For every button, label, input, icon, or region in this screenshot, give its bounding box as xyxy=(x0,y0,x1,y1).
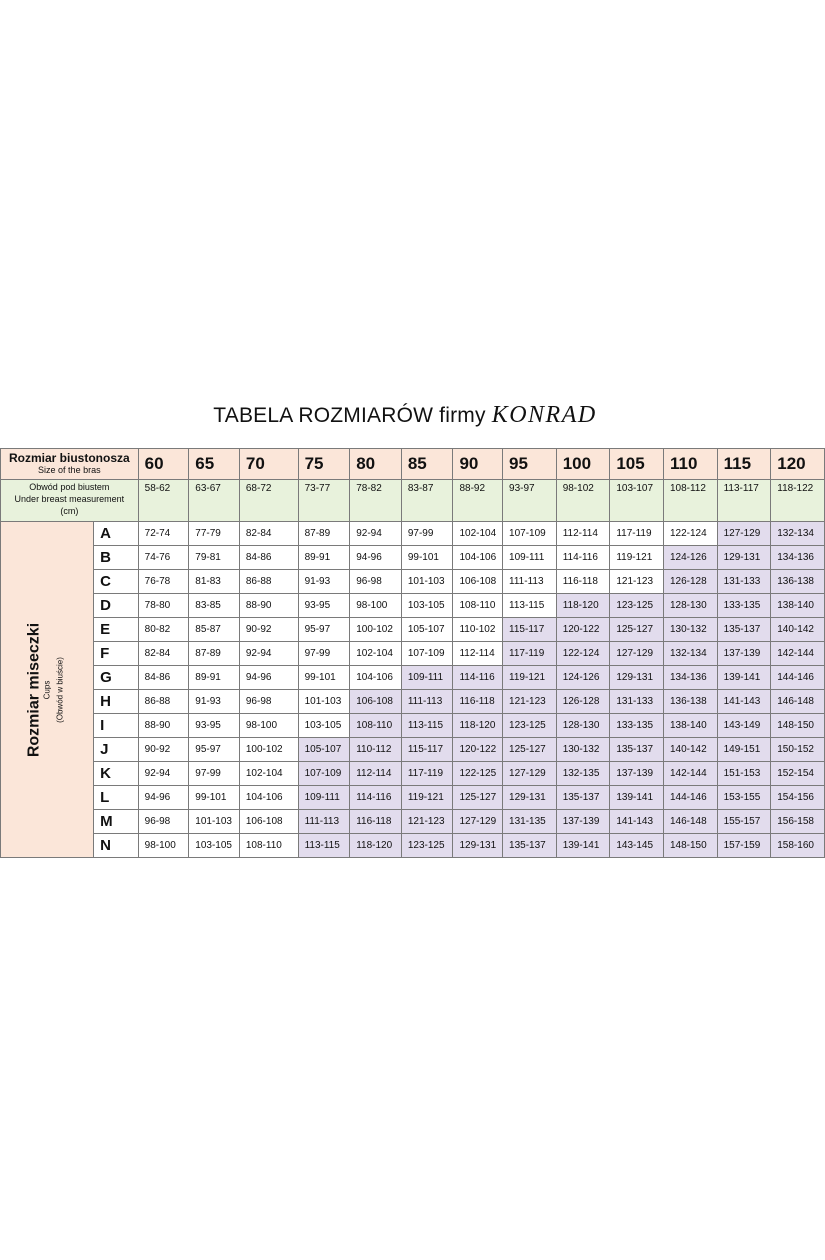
measurement-cell: 93-95 xyxy=(298,594,350,618)
measurement-cell: 146-148 xyxy=(771,690,825,714)
measurement-cell: 141-143 xyxy=(610,810,664,834)
measurement-cell: 143-149 xyxy=(717,714,771,738)
measurement-cell: 132-135 xyxy=(556,762,610,786)
measurement-cell: 114-116 xyxy=(350,786,402,810)
measurement-cell: 139-141 xyxy=(717,666,771,690)
cup-letter: G xyxy=(94,666,139,690)
cup-row xyxy=(1,762,825,786)
size-table xyxy=(0,448,825,858)
measurement-cell: 135-137 xyxy=(556,786,610,810)
measurement-cell: 115-117 xyxy=(503,618,557,642)
measurement-cell: 111-113 xyxy=(503,570,557,594)
measurement-cell: 153-155 xyxy=(717,786,771,810)
bra-size-cell: 75 xyxy=(298,449,350,480)
cup-row xyxy=(1,810,825,834)
measurement-cell: 144-146 xyxy=(771,666,825,690)
measurement-cell: 135-137 xyxy=(717,618,771,642)
measurement-cell: 85-87 xyxy=(189,618,240,642)
cup-letter: E xyxy=(94,618,139,642)
cup-letter: K xyxy=(94,762,139,786)
measurement-cell: 95-97 xyxy=(189,738,240,762)
measurement-cell: 125-127 xyxy=(503,738,557,762)
measurement-cell: 80-82 xyxy=(138,618,189,642)
measurement-cell: 106-108 xyxy=(239,810,298,834)
measurement-cell: 82-84 xyxy=(138,642,189,666)
measurement-cell: 113-115 xyxy=(401,714,453,738)
bra-size-cell: 100 xyxy=(556,449,610,480)
measurement-cell: 124-126 xyxy=(663,546,717,570)
measurement-cell: 109-111 xyxy=(298,786,350,810)
bra-size-cell: 120 xyxy=(771,449,825,480)
measurement-cell: 117-119 xyxy=(610,522,664,546)
measurement-cell: 109-111 xyxy=(503,546,557,570)
measurement-cell: 103-105 xyxy=(401,594,453,618)
under-breast-cell: 68-72 xyxy=(239,480,298,522)
measurement-cell: 95-97 xyxy=(298,618,350,642)
measurement-cell: 98-100 xyxy=(350,594,402,618)
measurement-cell: 105-107 xyxy=(298,738,350,762)
cup-row xyxy=(1,666,825,690)
measurement-cell: 91-93 xyxy=(298,570,350,594)
measurement-cell: 104-106 xyxy=(239,786,298,810)
under-breast-row xyxy=(1,480,825,522)
measurement-cell: 135-137 xyxy=(503,834,557,858)
measurement-cell: 125-127 xyxy=(610,618,664,642)
measurement-cell: 100-102 xyxy=(239,738,298,762)
bra-size-cell: 90 xyxy=(453,449,503,480)
under-breast-cell: 113-117 xyxy=(717,480,771,522)
under-breast-cell: 63-67 xyxy=(189,480,240,522)
measurement-cell: 94-96 xyxy=(239,666,298,690)
cup-letter: C xyxy=(94,570,139,594)
measurement-cell: 126-128 xyxy=(663,570,717,594)
measurement-cell: 93-95 xyxy=(189,714,240,738)
measurement-cell: 106-108 xyxy=(350,690,402,714)
bra-size-cell: 65 xyxy=(189,449,240,480)
measurement-cell: 121-123 xyxy=(503,690,557,714)
measurement-cell: 131-133 xyxy=(717,570,771,594)
measurement-cell: 102-104 xyxy=(453,522,503,546)
measurement-cell: 133-135 xyxy=(610,714,664,738)
cup-row xyxy=(1,522,825,546)
bra-size-label-cell xyxy=(1,449,139,480)
measurement-cell: 78-80 xyxy=(138,594,189,618)
measurement-cell: 139-141 xyxy=(556,834,610,858)
measurement-cell: 74-76 xyxy=(138,546,189,570)
measurement-cell: 144-146 xyxy=(663,786,717,810)
measurement-cell: 89-91 xyxy=(189,666,240,690)
measurement-cell: 154-156 xyxy=(771,786,825,810)
cup-row xyxy=(1,570,825,594)
measurement-cell: 114-116 xyxy=(556,546,610,570)
measurement-cell: 97-99 xyxy=(401,522,453,546)
measurement-cell: 140-142 xyxy=(771,618,825,642)
measurement-cell: 104-106 xyxy=(350,666,402,690)
measurement-cell: 109-111 xyxy=(401,666,453,690)
under-breast-cell: 78-82 xyxy=(350,480,402,522)
measurement-cell: 137-139 xyxy=(610,762,664,786)
measurement-cell: 120-122 xyxy=(453,738,503,762)
measurement-cell: 81-83 xyxy=(189,570,240,594)
measurement-cell: 130-132 xyxy=(556,738,610,762)
under-breast-cell: 103-107 xyxy=(610,480,664,522)
measurement-cell: 112-114 xyxy=(350,762,402,786)
cup-letter: N xyxy=(94,834,139,858)
measurement-cell: 96-98 xyxy=(350,570,402,594)
measurement-cell: 104-106 xyxy=(453,546,503,570)
measurement-cell: 105-107 xyxy=(401,618,453,642)
measurement-cell: 129-131 xyxy=(717,546,771,570)
measurement-cell: 137-139 xyxy=(717,642,771,666)
measurement-cell: 83-85 xyxy=(189,594,240,618)
measurement-cell: 156-158 xyxy=(771,810,825,834)
measurement-cell: 138-140 xyxy=(663,714,717,738)
measurement-cell: 113-115 xyxy=(298,834,350,858)
cup-size-sub-2: (Obwód w biuście) xyxy=(55,656,65,723)
measurement-cell: 100-102 xyxy=(350,618,402,642)
cup-row xyxy=(1,690,825,714)
measurement-cell: 119-121 xyxy=(610,546,664,570)
measurement-cell: 124-126 xyxy=(556,666,610,690)
measurement-cell: 99-101 xyxy=(189,786,240,810)
measurement-cell: 151-153 xyxy=(717,762,771,786)
measurement-cell: 122-124 xyxy=(556,642,610,666)
cup-row xyxy=(1,834,825,858)
measurement-cell: 102-104 xyxy=(350,642,402,666)
measurement-cell: 97-99 xyxy=(298,642,350,666)
measurement-cell: 103-105 xyxy=(298,714,350,738)
measurement-cell: 110-102 xyxy=(453,618,503,642)
measurement-cell: 96-98 xyxy=(138,810,189,834)
bra-size-label: Rozmiar biustonosza xyxy=(8,450,130,465)
measurement-cell: 84-86 xyxy=(138,666,189,690)
measurement-cell: 99-101 xyxy=(401,546,453,570)
measurement-cell: 87-89 xyxy=(298,522,350,546)
measurement-cell: 114-116 xyxy=(453,666,503,690)
measurement-cell: 99-101 xyxy=(298,666,350,690)
measurement-cell: 88-90 xyxy=(138,714,189,738)
size-chart xyxy=(0,448,814,858)
cup-letter: B xyxy=(94,546,139,570)
cup-size-sub-1: Cups xyxy=(42,680,52,699)
measurement-cell: 98-100 xyxy=(239,714,298,738)
measurement-cell: 129-131 xyxy=(503,786,557,810)
measurement-cell: 94-96 xyxy=(138,786,189,810)
under-breast-label-2: Under breast measurement xyxy=(14,494,125,504)
measurement-cell: 142-144 xyxy=(771,642,825,666)
measurement-cell: 115-117 xyxy=(401,738,453,762)
cup-letter: L xyxy=(94,786,139,810)
measurement-cell: 92-94 xyxy=(350,522,402,546)
under-breast-cell: 83-87 xyxy=(401,480,453,522)
measurement-cell: 116-118 xyxy=(453,690,503,714)
measurement-cell: 101-103 xyxy=(298,690,350,714)
measurement-cell: 82-84 xyxy=(239,522,298,546)
measurement-cell: 157-159 xyxy=(717,834,771,858)
measurement-cell: 132-134 xyxy=(771,522,825,546)
measurement-cell: 101-103 xyxy=(401,570,453,594)
measurement-cell: 123-125 xyxy=(610,594,664,618)
measurement-cell: 107-109 xyxy=(503,522,557,546)
page-title xyxy=(0,402,810,429)
cup-row xyxy=(1,546,825,570)
cup-letter: I xyxy=(94,714,139,738)
measurement-cell: 92-94 xyxy=(239,642,298,666)
measurement-cell: 106-108 xyxy=(453,570,503,594)
under-breast-cell: 73-77 xyxy=(298,480,350,522)
measurement-cell: 107-109 xyxy=(298,762,350,786)
measurement-cell: 123-125 xyxy=(503,714,557,738)
measurement-cell: 113-115 xyxy=(503,594,557,618)
cup-letter: D xyxy=(94,594,139,618)
measurement-cell: 89-91 xyxy=(298,546,350,570)
measurement-cell: 120-122 xyxy=(556,618,610,642)
measurement-cell: 97-99 xyxy=(189,762,240,786)
measurement-cell: 111-113 xyxy=(401,690,453,714)
measurement-cell: 123-125 xyxy=(401,834,453,858)
measurement-cell: 127-129 xyxy=(503,762,557,786)
measurement-cell: 129-131 xyxy=(610,666,664,690)
bra-size-cell: 110 xyxy=(663,449,717,480)
measurement-cell: 150-152 xyxy=(771,738,825,762)
bra-size-cell: 60 xyxy=(138,449,189,480)
cup-row xyxy=(1,738,825,762)
measurement-cell: 119-121 xyxy=(503,666,557,690)
measurement-cell: 134-136 xyxy=(663,666,717,690)
measurement-cell: 108-110 xyxy=(239,834,298,858)
measurement-cell: 122-125 xyxy=(453,762,503,786)
cup-size-side-label xyxy=(1,522,94,858)
measurement-cell: 127-129 xyxy=(717,522,771,546)
bra-size-row xyxy=(1,449,825,480)
measurement-cell: 112-114 xyxy=(556,522,610,546)
measurement-cell: 90-92 xyxy=(239,618,298,642)
measurement-cell: 118-120 xyxy=(556,594,610,618)
under-breast-cell: 98-102 xyxy=(556,480,610,522)
measurement-cell: 149-151 xyxy=(717,738,771,762)
measurement-cell: 132-134 xyxy=(663,642,717,666)
measurement-cell: 136-138 xyxy=(663,690,717,714)
measurement-cell: 117-119 xyxy=(503,642,557,666)
measurement-cell: 116-118 xyxy=(556,570,610,594)
measurement-cell: 77-79 xyxy=(189,522,240,546)
measurement-cell: 131-135 xyxy=(503,810,557,834)
measurement-cell: 91-93 xyxy=(189,690,240,714)
measurement-cell: 130-132 xyxy=(663,618,717,642)
measurement-cell: 146-148 xyxy=(663,810,717,834)
under-breast-cell: 118-122 xyxy=(771,480,825,522)
measurement-cell: 135-137 xyxy=(610,738,664,762)
under-breast-cell: 58-62 xyxy=(138,480,189,522)
measurement-cell: 125-127 xyxy=(453,786,503,810)
measurement-cell: 142-144 xyxy=(663,762,717,786)
measurement-cell: 84-86 xyxy=(239,546,298,570)
measurement-cell: 88-90 xyxy=(239,594,298,618)
measurement-cell: 139-141 xyxy=(610,786,664,810)
measurement-cell: 94-96 xyxy=(350,546,402,570)
measurement-cell: 76-78 xyxy=(138,570,189,594)
cup-letter: H xyxy=(94,690,139,714)
cup-letter: J xyxy=(94,738,139,762)
measurement-cell: 121-123 xyxy=(401,810,453,834)
measurement-cell: 86-88 xyxy=(138,690,189,714)
measurement-cell: 86-88 xyxy=(239,570,298,594)
measurement-cell: 131-133 xyxy=(610,690,664,714)
cup-row xyxy=(1,594,825,618)
cup-letter: M xyxy=(94,810,139,834)
cup-row xyxy=(1,642,825,666)
under-breast-label-1: Obwód pod biustem xyxy=(29,482,110,492)
measurement-cell: 87-89 xyxy=(189,642,240,666)
measurement-cell: 107-109 xyxy=(401,642,453,666)
measurement-cell: 101-103 xyxy=(189,810,240,834)
measurement-cell: 158-160 xyxy=(771,834,825,858)
measurement-cell: 96-98 xyxy=(239,690,298,714)
bra-size-cell: 85 xyxy=(401,449,453,480)
measurement-cell: 116-118 xyxy=(350,810,402,834)
under-breast-label-cell xyxy=(1,480,139,522)
bra-size-sub-label: Size of the bras xyxy=(38,464,101,475)
measurement-cell: 140-142 xyxy=(663,738,717,762)
measurement-cell: 119-121 xyxy=(401,786,453,810)
cup-size-title: Rozmiar miseczki xyxy=(25,622,43,757)
cup-row xyxy=(1,714,825,738)
measurement-cell: 148-150 xyxy=(663,834,717,858)
measurement-cell: 143-145 xyxy=(610,834,664,858)
title-main: TABELA ROZMIARÓW firmy xyxy=(213,404,486,427)
measurement-cell: 126-128 xyxy=(556,690,610,714)
bra-size-cell: 70 xyxy=(239,449,298,480)
measurement-cell: 121-123 xyxy=(610,570,664,594)
measurement-cell: 128-130 xyxy=(663,594,717,618)
measurement-cell: 102-104 xyxy=(239,762,298,786)
brand-name: KONRAD xyxy=(491,402,597,428)
measurement-cell: 152-154 xyxy=(771,762,825,786)
measurement-cell: 127-129 xyxy=(453,810,503,834)
bra-size-cell: 95 xyxy=(503,449,557,480)
under-breast-cell: 108-112 xyxy=(663,480,717,522)
measurement-cell: 148-150 xyxy=(771,714,825,738)
measurement-cell: 103-105 xyxy=(189,834,240,858)
measurement-cell: 128-130 xyxy=(556,714,610,738)
bra-size-cell: 80 xyxy=(350,449,402,480)
measurement-cell: 136-138 xyxy=(771,570,825,594)
measurement-cell: 134-136 xyxy=(771,546,825,570)
measurement-cell: 110-112 xyxy=(350,738,402,762)
bra-size-cell: 115 xyxy=(717,449,771,480)
measurement-cell: 98-100 xyxy=(138,834,189,858)
measurement-cell: 133-135 xyxy=(717,594,771,618)
measurement-cell: 111-113 xyxy=(298,810,350,834)
under-breast-label-3: (cm) xyxy=(60,506,79,516)
cup-row xyxy=(1,618,825,642)
under-breast-cell: 88-92 xyxy=(453,480,503,522)
measurement-cell: 127-129 xyxy=(610,642,664,666)
bra-size-cell: 105 xyxy=(610,449,664,480)
measurement-cell: 118-120 xyxy=(350,834,402,858)
cup-row xyxy=(1,786,825,810)
measurement-cell: 122-124 xyxy=(663,522,717,546)
measurement-cell: 129-131 xyxy=(453,834,503,858)
measurement-cell: 141-143 xyxy=(717,690,771,714)
cup-letter: F xyxy=(94,642,139,666)
measurement-cell: 90-92 xyxy=(138,738,189,762)
measurement-cell: 118-120 xyxy=(453,714,503,738)
measurement-cell: 79-81 xyxy=(189,546,240,570)
measurement-cell: 112-114 xyxy=(453,642,503,666)
measurement-cell: 108-110 xyxy=(350,714,402,738)
measurement-cell: 117-119 xyxy=(401,762,453,786)
measurement-cell: 72-74 xyxy=(138,522,189,546)
measurement-cell: 155-157 xyxy=(717,810,771,834)
under-breast-cell: 93-97 xyxy=(503,480,557,522)
measurement-cell: 108-110 xyxy=(453,594,503,618)
cup-letter: A xyxy=(94,522,139,546)
measurement-cell: 137-139 xyxy=(556,810,610,834)
measurement-cell: 138-140 xyxy=(771,594,825,618)
measurement-cell: 92-94 xyxy=(138,762,189,786)
